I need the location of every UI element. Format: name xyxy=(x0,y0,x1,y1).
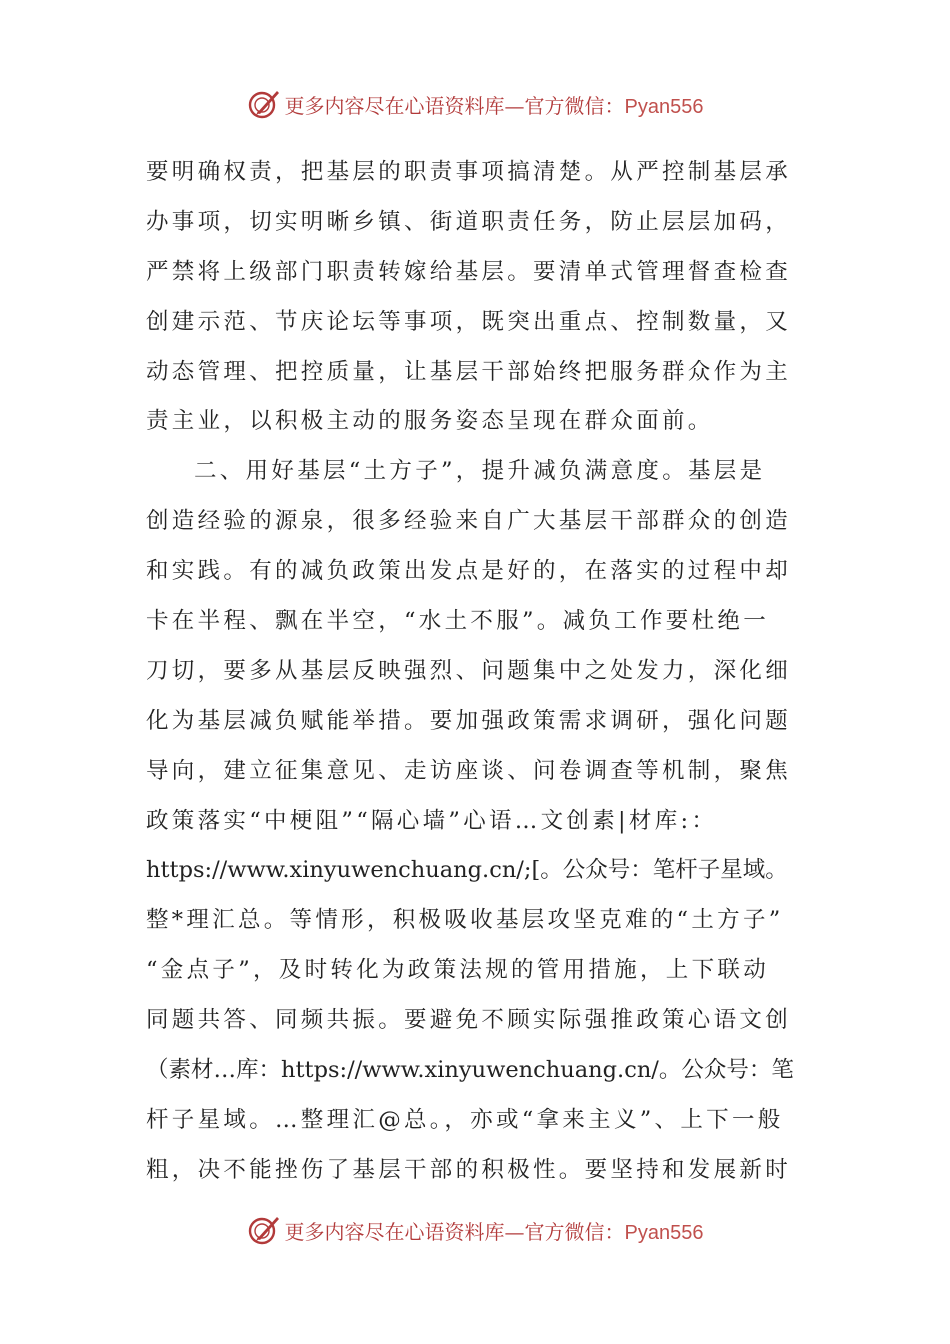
header-banner xyxy=(0,84,950,124)
text-line: 要明确权责，把基层的职责事项搞清楚。从严控制基层承 xyxy=(146,159,792,185)
text-line: “金点子”，及时转化为政策法规的管用措施，上下联动 xyxy=(146,957,770,984)
banner-dash: — xyxy=(504,1219,525,1244)
pen-logo-icon xyxy=(247,87,281,121)
banner-dash: — xyxy=(504,93,525,118)
text-line: 办事项，切实明晰乡镇、街道职责任务，防止层层加码， xyxy=(146,208,792,235)
banner-account-id: Pyan556 xyxy=(624,95,704,118)
text-line: 杆子星域。…整理汇@总。，亦或“拿来主义”、上下一般 xyxy=(146,1106,784,1133)
text-line: 化为基层减负赋能举措。要加强政策需求调研，强化问题 xyxy=(146,707,792,734)
text-line: 卡在半程、飘在半空，“水土不服”。减负工作要杜绝一 xyxy=(146,608,770,635)
pen-logo-icon xyxy=(247,1213,281,1247)
text-line: 同题共答、同频共振。要避免不顾实际强推政策心语文创 xyxy=(146,1007,792,1034)
text-line: 严禁将上级部门职责转嫁给基层。要清单式管理督查检查 xyxy=(146,258,792,285)
banner-account-label: 官方微信： xyxy=(524,1219,625,1244)
banner-site-text: 更多内容尽在心语资料库 xyxy=(284,93,505,118)
text-line: 粗，决不能挫伤了基层干部的积极性。要坚持和发展新时 xyxy=(146,1156,792,1183)
paragraph-heading-line: 二、用好基层“土方子”，提升减负满意度。基层是 xyxy=(194,458,766,485)
banner-account-id: Pyan556 xyxy=(624,1221,704,1244)
banner-text xyxy=(285,90,704,119)
banner-account-label: 官方微信： xyxy=(524,93,625,118)
text-line: 动态管理、把控质量，让基层干部始终把服务群众作为主 xyxy=(146,358,792,385)
banner-text xyxy=(285,1216,704,1245)
text-line-url: https://www.xinyuwenchuang.cn/;[。公众号：笔杆子星域。 xyxy=(146,857,788,884)
footer-banner xyxy=(0,1210,950,1250)
text-line: 创建示范、节庆论坛等事项，既突出重点、控制数量，又 xyxy=(146,308,792,335)
text-line: 政策落实“中梗阻”“隔心墙”心语…文创素|材库:： xyxy=(146,807,718,834)
text-line: 和实践。有的减负政策出发点是好的，在落实的过程中却 xyxy=(146,558,792,585)
text-line: 责主业，以积极主动的服务姿态呈现在群众面前。 xyxy=(146,408,714,435)
document-body xyxy=(146,148,806,1196)
text-line-url: （素材…库：https://www.xinyuwenchuang.cn/。公众号：笔 xyxy=(146,1057,794,1084)
text-line: 整*理汇总。等情形，积极吸收基层攻坚克难的“土方子” xyxy=(146,907,784,934)
banner-site-text: 更多内容尽在心语资料库 xyxy=(284,1219,505,1244)
text-line: 导向，建立征集意见、走访座谈、问卷调查等机制，聚焦 xyxy=(146,757,792,784)
text-line: 刀切，要多从基层反映强烈、问题集中之处发力，深化细 xyxy=(146,657,792,684)
text-line: 创造经验的源泉，很多经验来自广大基层干部群众的创造 xyxy=(146,508,792,535)
